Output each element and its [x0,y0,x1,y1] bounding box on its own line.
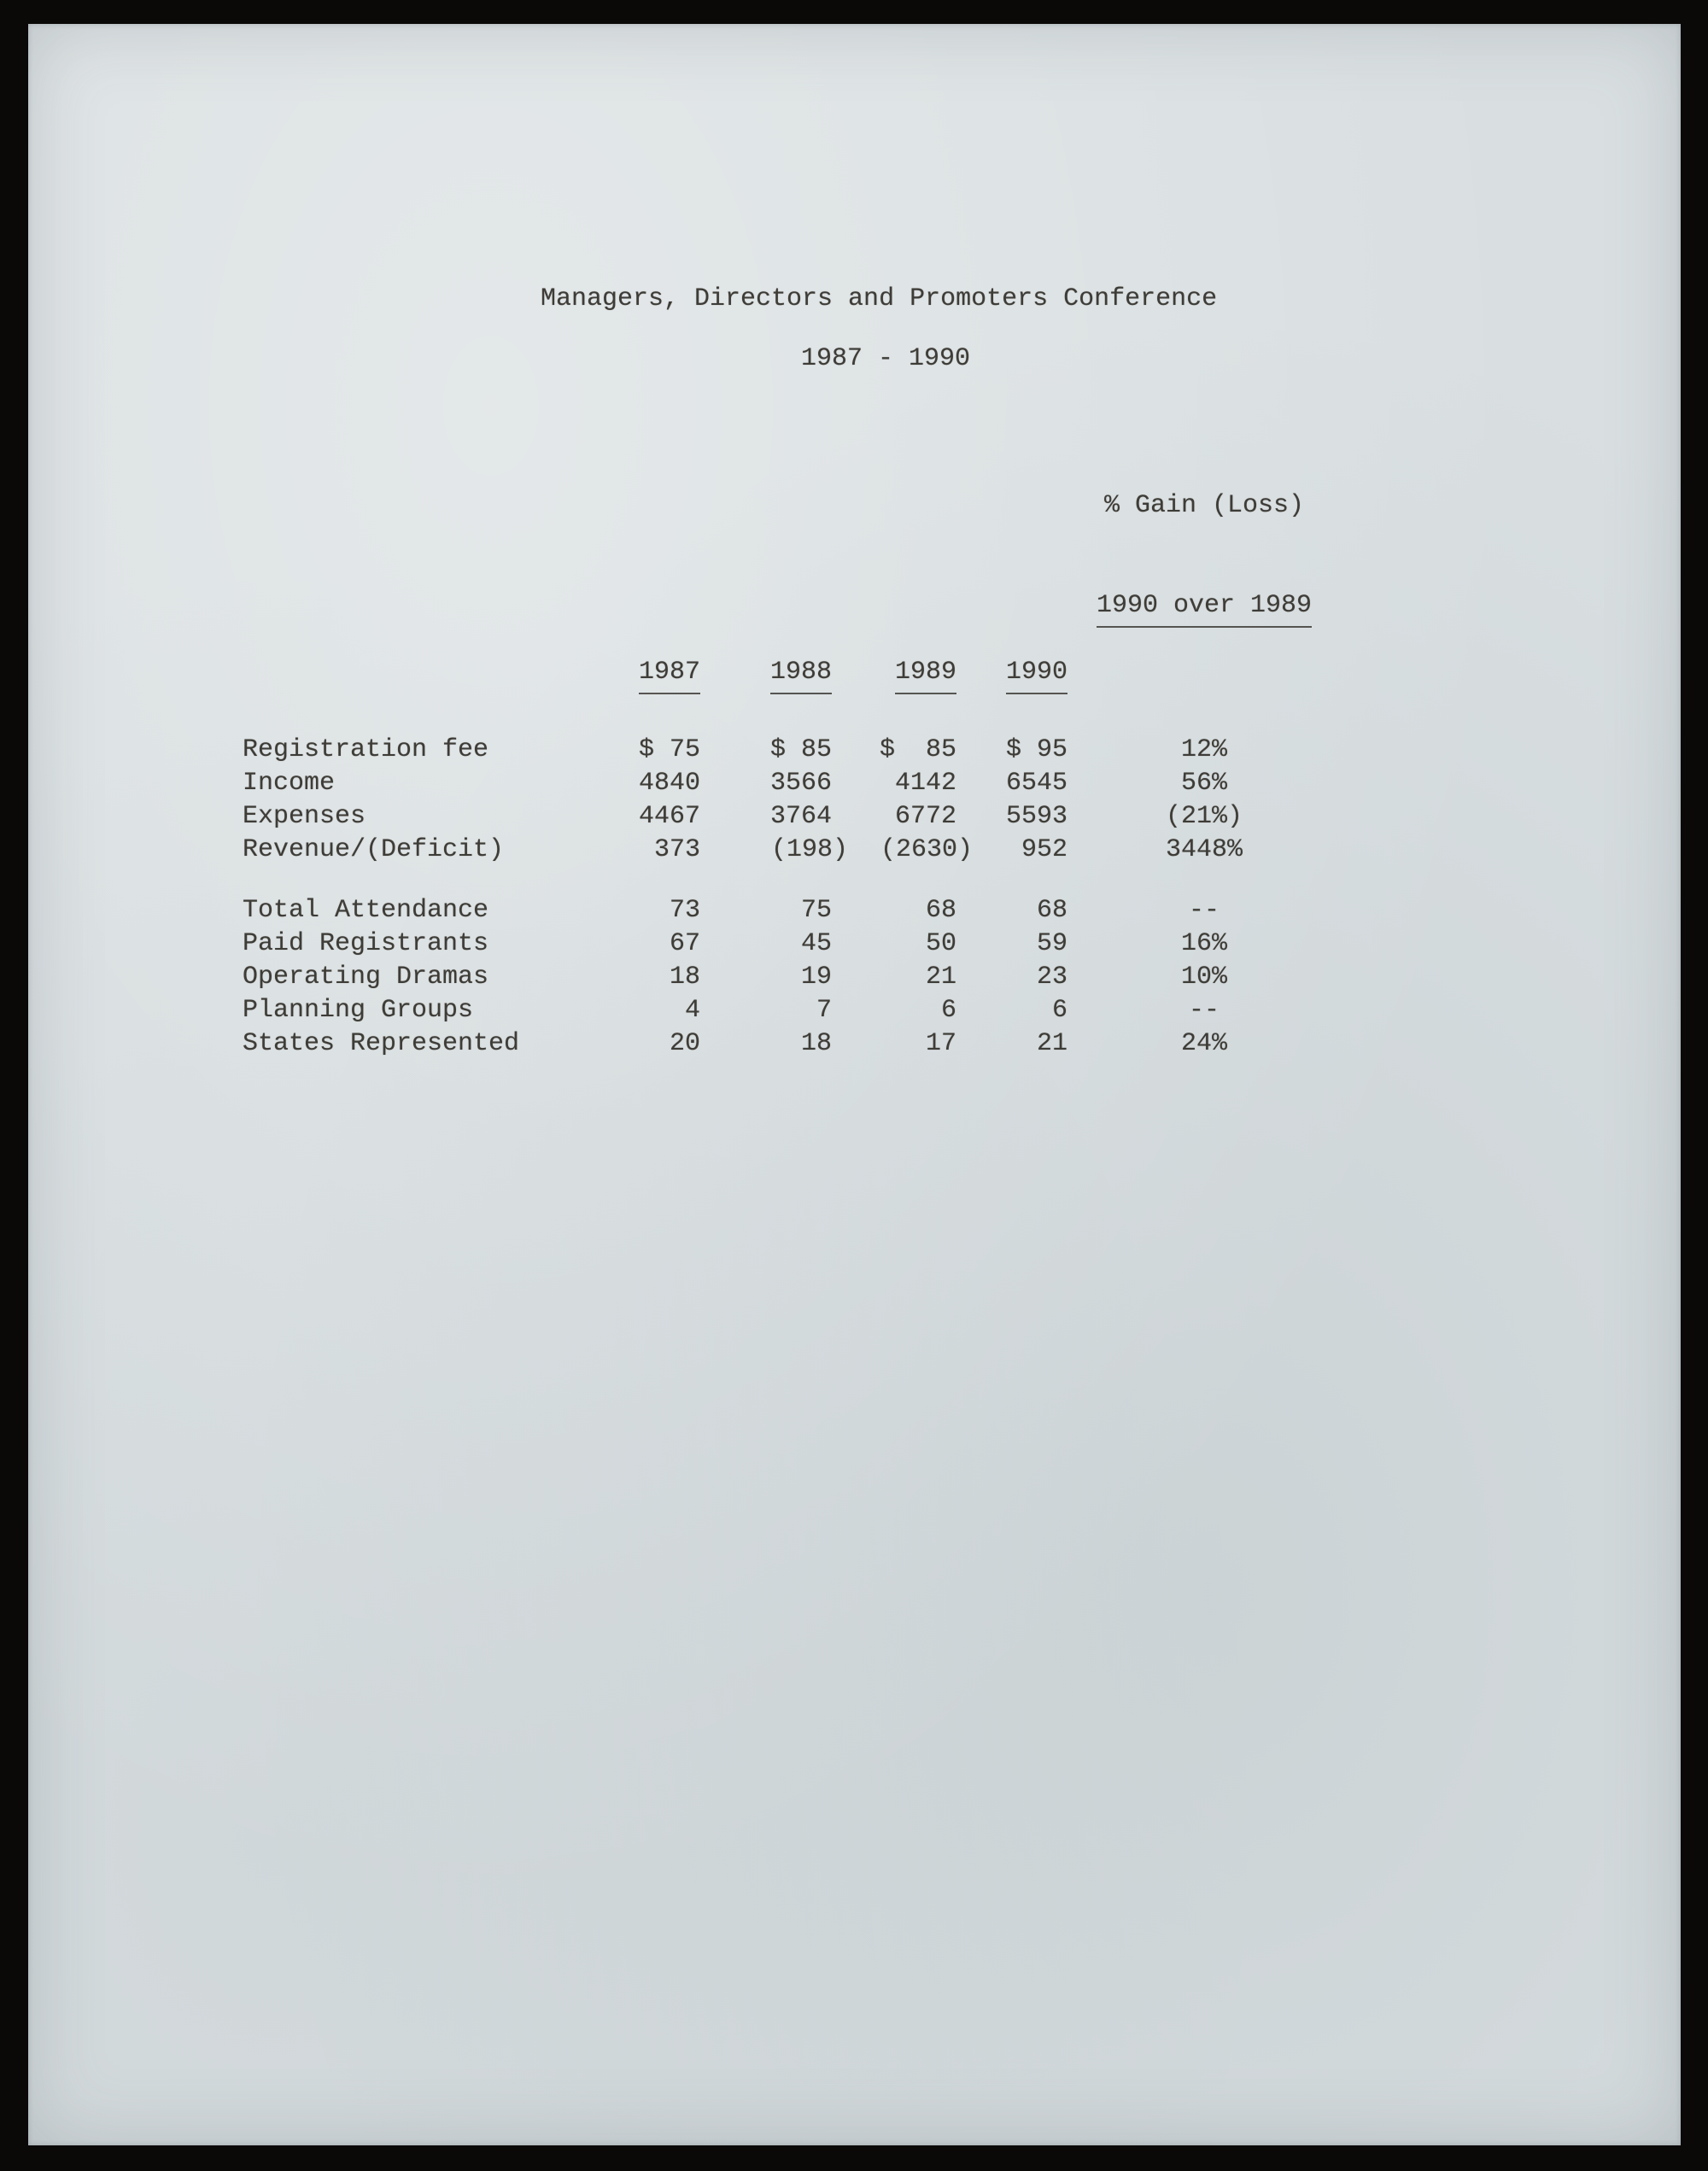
table-row-registration-fee [243,734,1370,767]
value-1988: 75 [800,896,832,925]
value-1990: 21 [1036,1029,1068,1058]
value-1988: (198) [770,835,848,864]
row-label: Expenses [243,802,366,831]
table-row-total-attendance [243,894,1370,928]
value-1990: 59 [1036,929,1068,958]
value-1987: 18 [669,963,700,992]
value-gain-loss: 3448% [1165,835,1243,864]
table-header-row [243,423,1370,694]
table-row-expenses [243,800,1370,834]
value-gain-loss: 16% [1180,929,1227,958]
value-1990: $ 95 [1005,735,1068,764]
column-header-1989: 1989 [832,656,956,694]
value-gain-loss: 12% [1180,735,1227,764]
value-1989: 50 [925,929,956,958]
value-1989: 21 [925,963,956,992]
value-gain-loss: 10% [1180,963,1227,992]
column-header-1988: 1988 [700,656,832,694]
value-1988: 3764 [769,802,832,831]
value-gain-loss: 56% [1180,769,1227,798]
value-1988: 18 [800,1029,832,1058]
table-row-states-represented [243,1027,1370,1061]
value-1989: 6772 [894,802,956,831]
value-gain-loss: -- [1188,996,1220,1025]
value-gain-loss: 24% [1180,1029,1227,1058]
value-1989: (2630) [880,835,973,864]
value-1987: 4840 [638,769,700,798]
value-1988: $ 85 [769,735,832,764]
value-1990: 6 [1051,996,1068,1025]
table-row-operating-dramas [243,961,1370,994]
value-1988: 45 [800,929,832,958]
value-1988: 19 [800,963,832,992]
row-label: States Represented [243,1029,520,1058]
value-gain-loss: -- [1188,896,1220,925]
value-1990: 5593 [1005,802,1068,831]
document-subtitle: 1987 - 1990 [801,344,971,373]
value-1987: 373 [653,835,700,864]
table-row-paid-registrants [243,928,1370,961]
document-paper [28,24,1681,2145]
value-1990: 68 [1036,896,1068,925]
row-label: Total Attendance [243,896,489,925]
value-1989: 68 [925,896,956,925]
value-1989: 17 [925,1029,956,1058]
column-header-1987: 1987 [601,656,700,694]
value-1987: 4467 [638,802,700,831]
document-title: Managers, Directors and Promoters Conference [541,284,1218,313]
value-1987: $ 75 [638,735,700,764]
value-1988: 7 [816,996,832,1025]
gain-loss-header-line2: 1990 over 1989 [1068,589,1341,628]
value-1989: 6 [940,996,956,1025]
column-header-1990: 1990 [956,656,1068,694]
column-header-gain-loss [1068,423,1341,694]
value-1990: 952 [1021,835,1068,864]
table-row-revenue-deficit [243,834,1370,867]
row-label: Paid Registrants [243,929,489,958]
row-label: Revenue/(Deficit) [243,835,505,864]
row-label: Registration fee [243,735,489,764]
value-1989: 4142 [894,769,956,798]
value-1987: 73 [669,896,700,925]
conference-table [243,423,1370,1061]
table-row-income [243,767,1370,800]
value-1987: 67 [669,929,700,958]
value-gain-loss: (21%) [1165,802,1243,831]
row-label: Income [243,769,336,798]
value-1987: 4 [684,996,700,1025]
value-1989: $ 85 [879,735,956,764]
gain-loss-header-line1: % Gain (Loss) [1103,491,1305,520]
table-row-planning-groups [243,994,1370,1027]
value-1990: 6545 [1005,769,1068,798]
value-1990: 23 [1036,963,1068,992]
value-1987: 20 [669,1029,700,1058]
row-label: Operating Dramas [243,963,489,992]
value-1988: 3566 [769,769,832,798]
row-label: Planning Groups [243,996,474,1025]
